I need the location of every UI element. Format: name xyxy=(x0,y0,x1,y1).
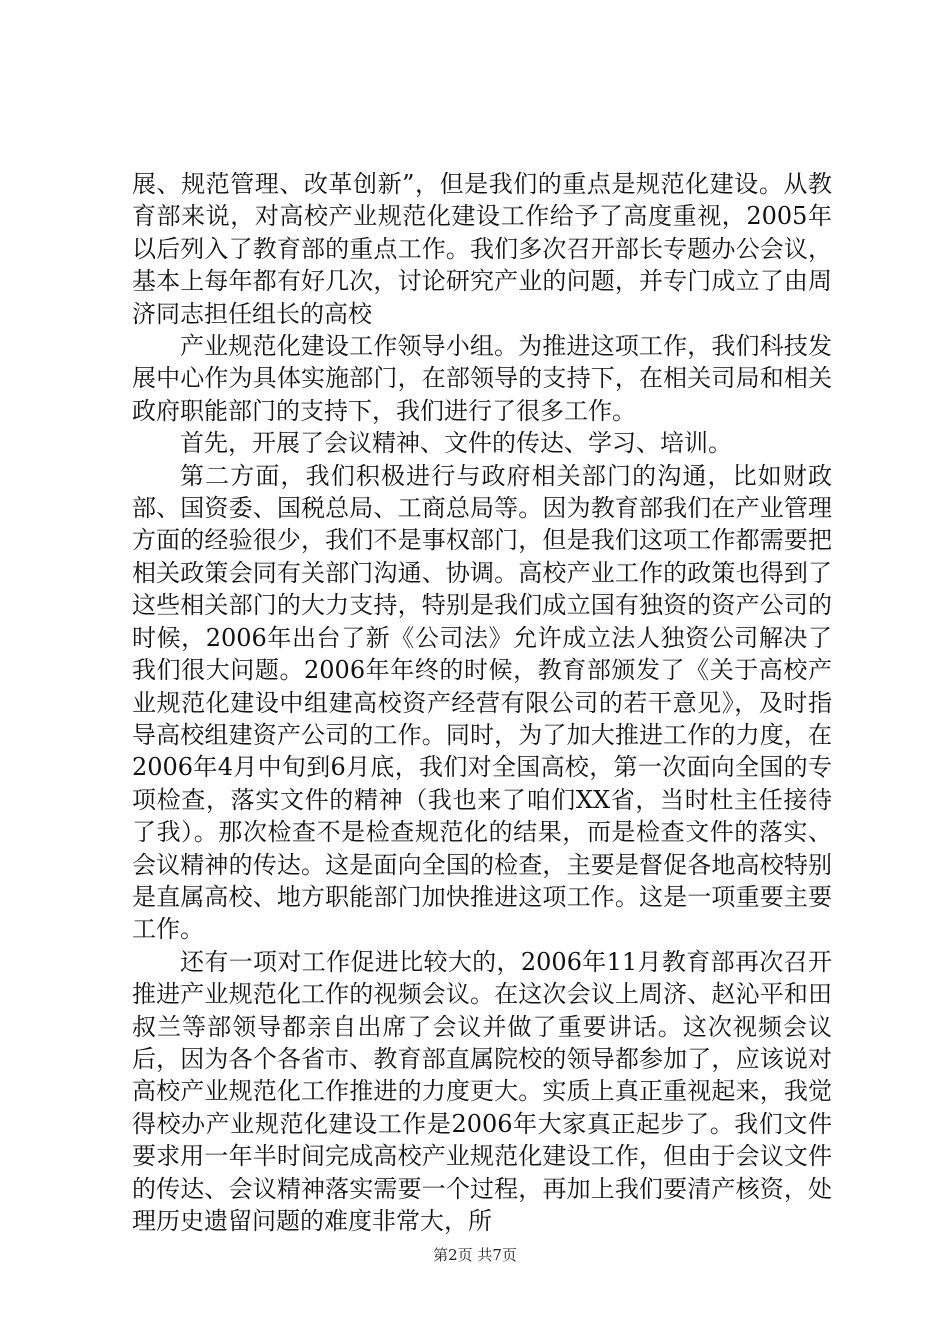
paragraph-3: 首先，开展了会议精神、文件的传达、学习、培训。 xyxy=(180,429,732,458)
paragraph-5: 还有一项对工作促进比较大的，2006年11月教育部再次召开推进产业规范化工作的视频会议。在这次会议上周济、赵沁平和田叔兰等部领导都亲自出席了会议并做了重要讲话。这次视频会议后，因为各个各省市、教育部直属院校的领导都参加了，应该说对高校产业规范化工作推进的力度更大。实质上真正重视起来，我觉得校办产业规范化建设工作是2006年大家真正起步了。我们文件要求用一年半时间完成高校产业规范化建设工作，但由于会议文件的传达、会议精神落实需要一个过程，再加上我们要清产核资，处理历史遗留问题的难度非常大，所 xyxy=(132,947,832,1235)
paragraph-2: 产业规范化建设工作领导小组。为推进这项工作，我们科技发展中心作为具体实施部门，在部领导的支持下，在相关司局和相关政府职能部门的支持下，我们进行了很多工作。 xyxy=(132,332,832,425)
paragraph-4: 第二方面，我们积极进行与政府相关部门的沟通，比如财政部、国资委、国税总局、工商总局等。因为教育部我们在产业管理方面的经验很少，我们不是事权部门，但是我们这项工作都需要把相关政策会同有关部门沟通、协调。高校产业工作的政策也得到了这些相关部门的大力支持，特别是我们成立国有独资的资产公司的时候，2006年出台了新《公司法》允许成立法人独资公司解决了我们很大问题。2006年年终的时候，教育部颁发了《关于高校产业规范化建设中组建高校资产经营有限公司的若干意见》，及时指导高校组建资产公司的工作。同时，为了加大推进工作的力度，在2006年4月中旬到6月底，我们对全国高校，第一次面向全国的专项检查，落实文件的精神（我也来了咱们XX省，当时杜主任接待了我）。那次检查不是检查规范化的结果，而是检查文件的落实、会议精神的传达。这是面向全国的检查，主要是督促各地高校特别是直属高校、地方职能部门加快推进这项工作。这是一项重要主要工作。 xyxy=(132,461,832,944)
document-body xyxy=(132,168,832,1237)
paragraph-1: 展、规范管理、改革创新”，但是我们的重点是规范化建设。从教育部来说，对高校产业规范化建设工作给予了高度重视，2005年以后列入了教育部的重点工作。我们多次召开部长专题办公会议，基本上每年都有好几次，讨论研究产业的问题，并专门成立了由周济同志担任组长的高校 xyxy=(132,170,832,328)
page-footer: 第2页 共7页 xyxy=(433,1246,517,1264)
